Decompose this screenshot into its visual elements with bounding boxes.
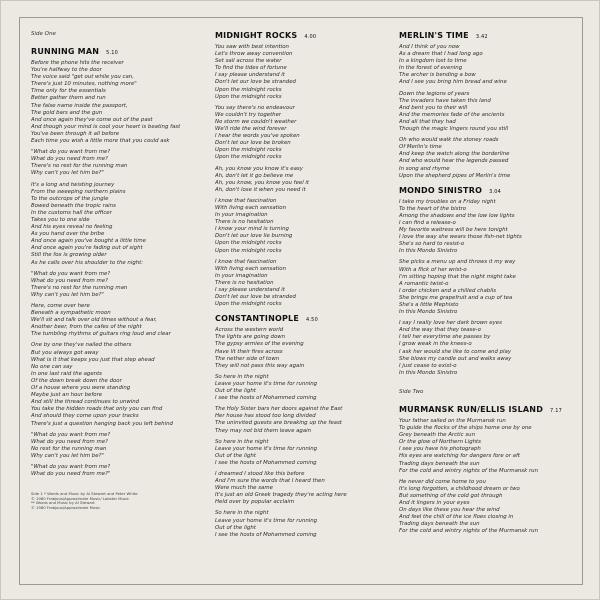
lyric-line: Of a house where you were standing [31,385,131,392]
lyric-line: And I see you bring him bread and wine [399,79,507,86]
lyric-line: And feel the chill of the ice floes closing in [399,514,514,521]
lyric-line: What do you need from me? [31,438,108,445]
lyric-line: Grey beneath the Arctic sun [399,432,475,439]
lyric-line: We'll ride the wind forever [215,126,287,133]
lyric-line: What do you need from me? [31,277,108,284]
lyric-line: And bent you to their will [399,104,468,111]
lyric-line: She brings me grapefruit and a cup of tea [399,294,513,301]
lyric-line: Out of the light [215,452,256,459]
lyric-line: Upon the shepherd pipes of Merlin's time [399,172,511,179]
lyric-line: I see the hosts of Mohammed coming [215,459,317,466]
lyric-line: There's just 10 minutes, nothing more" [31,81,137,88]
lyric-line: Upon the midnight rocks [215,301,282,308]
song-title-text: RUNNING MAN [31,47,100,56]
lyric-line: Down the legions of years [399,90,470,97]
credit-line: © 1980 Frabjous/Approximate Music [31,504,101,510]
lyric-line: And all that they had [399,118,456,125]
lyric-line: And though your mind is cool your heart is beating fast [31,123,181,130]
lyric-line: "What do you want from me? [31,431,111,438]
lyric-line: Upon the midnight rocks [215,240,282,247]
lyric-line: The gold bars and the gun [31,109,103,116]
song-title [215,314,387,323]
lyric-line: The voice said "get out while you can, [31,74,134,81]
lyric-line: Don't let our love lie burning [215,233,293,240]
lyric-line: In your imagination [215,212,268,219]
lyric-line: In the forest of evening [399,65,463,72]
lyric-line: Another beer, from the cafes of the night [31,324,142,331]
lyric-line: For the cold and wintry nights of the Murmansk run [399,528,539,535]
lyrics-list [215,327,387,539]
column-2 [215,25,387,539]
lyric-line: He never did come home to you [399,478,486,485]
lyric-line: The tumbling rhythms of guitars ring loud and clear [31,331,171,338]
lyric-line: No rest for the running man [31,445,107,452]
lyric-line: Upon the midnight rocks [215,86,282,93]
lyric-line: I love the way she wears those fish-net tights [399,234,522,241]
column-1 [31,25,201,510]
lyric-line: And his eyes reveal no feeling [31,224,113,231]
lyric-line: There is no hesitation [215,279,274,286]
lyric-line: Upon the midnight rocks [215,247,282,254]
lyric-line: With a flick of her wrist-o [399,266,467,273]
lyrics-list [31,60,201,478]
lyric-line: So here in the night [215,438,269,445]
credit-line: © 1980 Frabjous/Approximate Music/ Lobster Music [31,495,130,501]
credit-line: Side 1 * Words and Music by Al Stewart and Peter White [31,491,138,497]
lyric-line: Better gather them and run [31,95,106,102]
lyric-line: The Holy Sister bars her doors against the East [215,406,343,413]
song-title [399,186,569,195]
lyric-line: Upon the midnight rocks [215,93,282,100]
lyric-line: "What do you want from me? [31,149,111,156]
lyric-line: We couldn't try together [215,111,282,118]
side-label: Side Two [399,388,424,395]
lyric-line: On days like these you hear the wind [399,507,500,514]
lyric-line: I see you have his photograph [399,446,481,453]
lyric-line: "What do you want from me? [31,270,111,277]
lyric-line: Held over by popular acclaim [215,499,295,506]
lyric-line: Of the down break down the door [31,377,122,384]
lyric-line: Each time you wish a little more that you could ask [31,138,170,145]
lyric-line: And should they come upon your tracks [31,413,139,420]
lyric-line: Time only for the essentials [31,88,106,95]
lyric-line: Ah, don't let it go believe me [215,172,294,179]
lyric-line: The archer is bending a bow [399,72,476,79]
lyric-line: I can find a release-o [399,219,456,226]
song-title-text: MERLIN'S TIME [399,31,469,40]
lyric-line: I'm sitting hoping that the night might take [399,273,516,280]
lyric-line: They will not pass this way again [215,362,305,369]
lyric-line: Trading days beneath the sun [399,460,480,467]
credits-block [31,492,201,510]
lyric-line: You take the hidden roads that only you can find [31,406,163,413]
lyric-line: There's just a question hanging back you left behind [31,420,173,427]
lyric-line: They may not bid them leave again [215,427,312,434]
lyric-line: I hear the words you've spoken [215,133,300,140]
lyric-line: Beneath a sympathetic moon [31,310,111,317]
lyric-line: Before the phone hits the receiver [31,60,124,66]
lyric-line: Though the magic lingers round you still [399,126,509,133]
lyric-line: And it lingers in your eyes [399,499,470,506]
lyric-line: You've been through it all before [31,130,120,137]
lyric-line: I say please understand it [215,287,285,293]
lyric-line: With living each sensation [215,204,286,211]
lyric-line: Out of the light [215,388,256,395]
lyric-line: I dreamed I stood like this before [215,470,305,477]
lyric-line: To the outcrops of the jungle [31,195,109,202]
lyric-line: As you hand over the bribe [31,231,105,238]
lyric-line: Don't let our love be stranded [215,294,296,301]
lyric-line: But you always got away [31,349,99,356]
lyric-line: The false name inside the passport, [31,102,128,109]
song-title [31,47,201,56]
lyric-line: You're halfway to the door [31,67,102,74]
lyric-line: Still the fox is growing older [31,252,107,259]
lyric-line: The lights are going down [215,334,286,341]
lyric-line: I take my troubles on a Friday night [399,198,496,205]
lyric-line: Were much the same [215,485,273,492]
lyric-line: I grow weak in the knees-o [399,341,472,348]
lyric-line: Of Merlin's time [399,144,442,151]
lyric-line: Why can't you let him be?" [31,291,104,298]
lyric-line: Have lit their fires across [215,348,283,355]
lyric-line: Why can't you let him be?" [31,170,104,177]
lyric-line: So here in the night [215,510,269,517]
credit-line: ** Words and Music by Al Stewart [31,500,95,506]
lyric-line: I know that fascination [215,197,277,204]
lyric-line: I say I really love her dark brown eyes [399,320,502,327]
lyric-line: In the customs hall the officer [31,209,112,216]
lyric-line: I just cease to exist-o [399,362,457,369]
lyric-line: Across the western world [215,327,284,334]
side-label: Side One [31,31,56,37]
lyric-line: But something of the cold got through [399,492,503,499]
song-duration: 4.00 [304,34,317,40]
lyric-line: What do you need from me? [31,156,108,163]
lyric-line: And once again they've come out of the past [31,116,153,123]
lyric-line: I say please understand it [215,72,285,79]
lyric-line: The gypsy armies of the evening [215,341,304,348]
lyric-line: Takes you to one side [31,216,90,223]
lyric-line: There's no rest for the running man [31,284,128,291]
lyric-line: What is it that keeps you just that step ahead [31,356,155,363]
song-duration: 5.10 [106,50,119,56]
lyric-line: The invaders have taken this land [399,97,491,104]
song-duration: 3.42 [475,34,488,40]
lyric-line: What do you need from me?" [31,471,111,478]
lyrics-list [399,199,569,377]
lyric-line: There's no rest for the running man [31,163,128,170]
lyric-line: Don't let our love be broken [215,140,291,147]
lyric-line: And still the thread continues to unwind [31,399,140,406]
lyric-line: I see the hosts of Mohammed coming [215,531,317,538]
lyrics-list [399,418,569,536]
lyric-line: Why can't you let him be?" [31,452,104,459]
lyric-line: I know that fascination [215,258,277,265]
lyric-line: For the cold and wintry nights of the Murmansk run [399,467,539,474]
lyric-line: As he calls over his shoulder to the night: [31,259,144,266]
lyric-line: Leave your home it's time for running [215,517,318,524]
lyric-line: His eyes are watching for dangers fore or aft [399,453,520,460]
song-title [215,31,387,40]
lyric-line: Leave your home it's time for running [215,445,318,452]
lyric-line: No storm we couldn't weather [215,118,297,125]
lyric-line: In this Mondo Sinistro [399,309,458,316]
lyrics-list [215,44,387,308]
song-duration: 3.04 [489,188,502,195]
lyric-line: In this Mondo Sinistro [399,248,458,255]
lyric-line: You saw with best intention [215,44,289,50]
lyric-line: Upon the midnight rocks [215,147,282,154]
lyric-line: In one last raid the agents [31,370,102,377]
lyric-line: We'll sit and talk over old times without a fear, [31,317,157,324]
lyric-line: "What do you want from me? [31,463,111,470]
lyric-line: She's so hard to resist-o [399,241,465,248]
lyric-line: A romantic twist-o [399,280,449,287]
lyric-line: Here, come over here [31,303,90,309]
lyric-line: Or the glow of Northern Lights [399,439,481,446]
song-title-text: MONDO SINISTRO [399,185,483,195]
lyric-line: I ask her would she like to come and play [399,348,512,355]
lyric-line: Leave your home it's time for running [215,380,318,387]
lyric-line: And once again you've bought a little time [31,238,146,245]
lyric-line: Trading days beneath the sun [399,521,480,528]
lyric-line: I order chicken and a chilled chablis [399,287,497,294]
lyric-line: Her house has stood too long divided [215,413,316,420]
lyric-line: The uninvited guests are breaking up the feast [215,420,342,427]
lyric-line: No one can say [31,363,73,370]
lyric-line: To find the tides of fortune [215,65,287,72]
song-title-text: MURMANSK RUN/ELLIS ISLAND [399,404,544,414]
lyric-line: Let's throw away convention [215,51,293,58]
lyric-line: You say there's no endeavour [215,104,295,111]
lyric-line: And the way that they tease-o [399,327,481,334]
lyric-line: Your father sailed on the Murmansk run [399,417,506,424]
lyric-line: Set sail across the water [215,58,282,65]
lyric-line: Oh who would walk the stoney roads [399,137,499,144]
lyric-line: It's just an old Greek tragedy they're acting here [215,492,347,499]
lyric-line: She's a little Mephisto [399,302,459,308]
lyric-line: Out of the light [215,524,256,531]
lyric-line: And I'm sure the words that I heard then [215,478,325,485]
lyric-line: I see the hosts of Mohammed coming [215,395,317,402]
lyric-line: She blows my candle out and walks away [399,355,512,362]
lyric-line: As a dream that I had long ago [399,51,483,58]
lyric-line: I tell her everytime she passes by [399,334,491,341]
lyric-line: To the heart of the bistro [399,205,467,212]
lyric-line: In your imagination [215,272,268,279]
lyric-line: Ah, you know you know it's easy [215,165,303,172]
lyric-line: The nether side of town [215,355,280,362]
lyric-line: It's a long and twisting journey [31,181,115,188]
lyric-line: In a kingdom lost to time [399,58,467,65]
song-title-text: MIDNIGHT ROCKS [215,31,298,40]
lyric-line: And once again you're fading out of sight [31,245,143,252]
column-3 [399,25,569,535]
lyrics-list [399,44,569,180]
lyric-line: To guide the flocks of the ships home one by one [399,425,532,432]
song-duration: 7.17 [550,407,562,414]
song-title-text: CONSTANTINOPLE [215,314,300,324]
lyric-line: So here in the night [215,373,269,380]
song-duration: 4.50 [306,317,318,324]
lyric-line: Ah, don't lose it when you need it [215,186,306,193]
lyric-line: With living each sensation [215,265,286,272]
song-title [399,405,569,414]
lyric-line: She picks a menu up and throws it my way [399,259,516,266]
lyric-line: One by one they've nailed the others [31,342,132,349]
song-title [399,31,569,40]
lyric-line: It's long forgotten, a childhood dream or two [399,485,520,492]
lyric-line: And I think of you now [399,44,460,50]
lyric-line: Don't let our love be stranded [215,79,296,86]
lyric-line: I know your mind is turning [215,226,289,233]
lyric-line: Bowed beneath the tropic rains [31,202,116,209]
lyric-line: Maybe just an hour before [31,392,103,399]
lyric-line: And keep the watch along the borderline [399,151,510,158]
lyric-line: Among the shadows and the low low lights [399,212,515,219]
lyric-line: And the memories fade of the ancients [399,111,505,118]
lyric-line: In this Mondo Sinistro [399,369,458,376]
lyric-line: Upon the midnight rocks [215,154,282,161]
lyric-line: My favorite waitress will be here tonight [399,227,508,234]
lyric-line: And who would hear the legends passed [399,158,509,165]
lyric-line: There is no hesitation [215,219,274,226]
lyric-line: In song and rhyme [399,165,450,172]
lyric-line: From the sweeping northern plains [31,188,126,195]
lyric-line: Ah, you know, you know you feel it [215,179,310,186]
